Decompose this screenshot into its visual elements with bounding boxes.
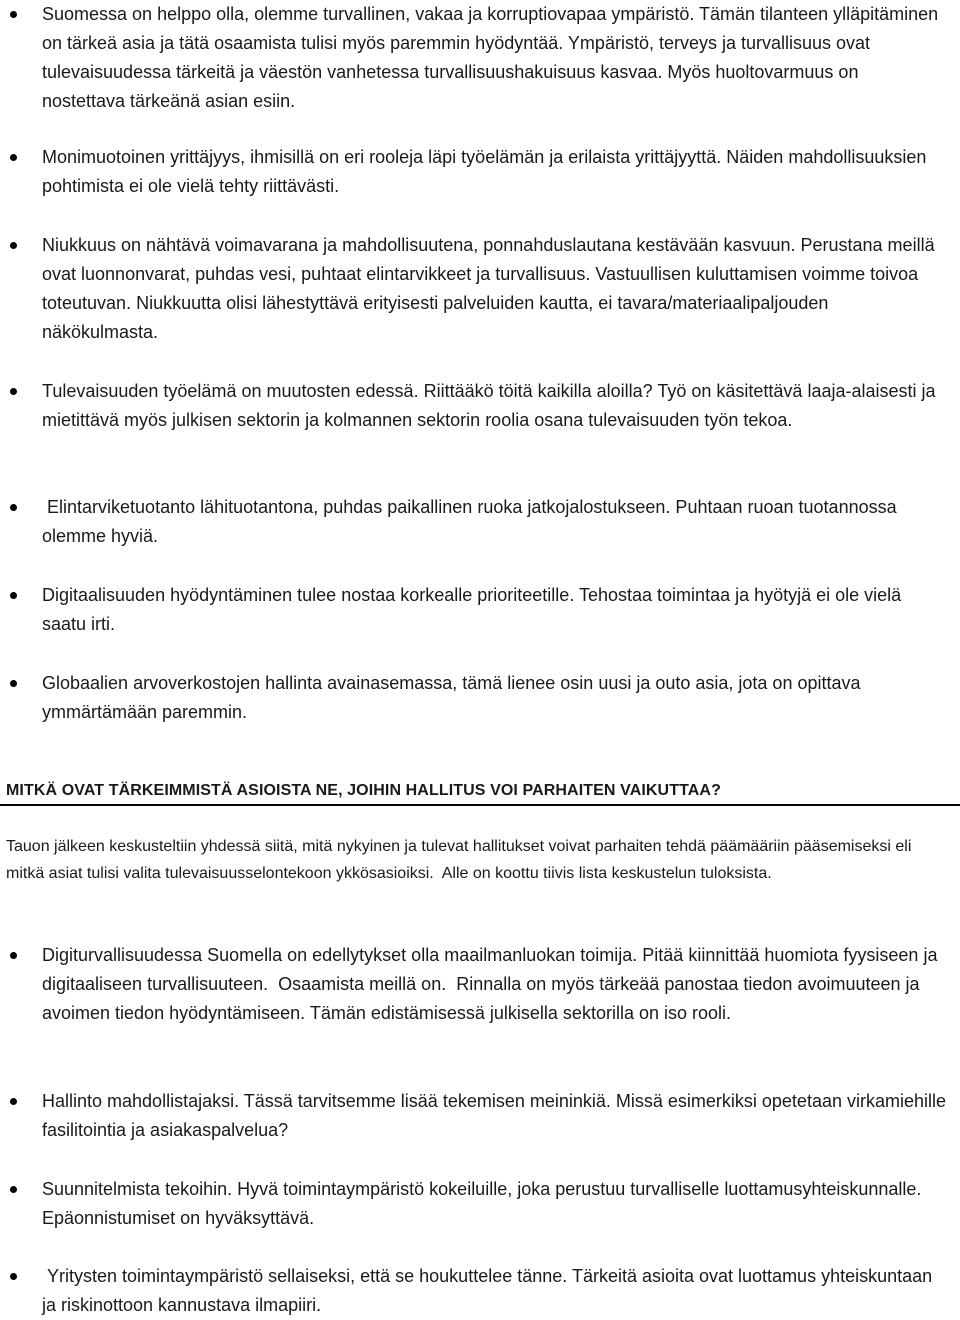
list-item <box>0 669 960 727</box>
bullet-dot-icon <box>10 680 17 687</box>
list-item <box>0 377 960 435</box>
bullet-dot-icon <box>10 242 17 249</box>
section-heading: MITKÄ OVAT TÄRKEIMMISTÄ ASIOISTA NE, JOIHIN HALLITUS VOI PARHAITEN VAIKUTTAA? <box>6 782 721 799</box>
list-item-text: Suomessa on helppo olla, olemme turvallinen, vakaa ja korruptiovapaa ympäristö. Tämän tilanteen ylläpitäminen on tärkeä asia ja tätä osaamista tulisi myös paremmin hyödyntää. Ympäristö, terveys ja turvallisuus ovat tulevaisuudessa tärkeitä ja väestön vanhetessa turvallisuushakuisuus kasvaa. Myös huoltovarmuus on nostettava tärkeänä asian esiin. <box>42 4 939 111</box>
bullet-dot-icon <box>10 1273 17 1280</box>
list-item-text: Monimuotoinen yrittäjyys, ihmisillä on eri rooleja läpi työelämän ja erilaista yrittäjyyttä. Näiden mahdollisuuksien pohtimista ei ole vielä tehty riittävästi. <box>42 147 927 196</box>
bullet-dot-icon <box>10 388 17 395</box>
list-item <box>0 1175 960 1233</box>
list-item <box>0 941 960 1028</box>
list-item-text: Hallinto mahdollistajaksi. Tässä tarvitsemme lisää tekemisen meininkiä. Missä esimerkiksi opetetaan virkamiehille fasilitointia ja asiakaspalvelua? <box>42 1091 947 1140</box>
list-item-text: Tulevaisuuden työelämä on muutosten edessä. Riittääkö töitä kaikilla aloilla? Työ on käsitettävä laaja-alaisesti ja mietittävä myös julkisen sektorin ja kolmannen sektorin roolia osana tulevaisuuden työn tekoa. <box>42 381 936 430</box>
list-item-text: Elintarviketuotanto lähituotantona, puhdas paikallinen ruoka jatkojalostukseen. Puhtaan ruoan tuotannossa olemme hyviä. <box>42 497 902 546</box>
list-item-text: Niukkuus on nähtävä voimavarana ja mahdollisuutena, ponnahduslautana kestävään kasvuun. Perustana meillä ovat luonnonvarat, puhdas vesi, puhtaat elintarvikkeet ja turvallisuus. Vastuullisen kuluttamisen voimme toivoa toteutuvan. Niukkuutta olisi lähestyttävä erityisesti palveluiden kautta, ei tavara/materiaalipaljouden näkökulmasta. <box>42 235 935 342</box>
list-item <box>0 1087 960 1145</box>
list-item-text: Suunnitelmista tekoihin. Hyvä toimintaympäristö kokeiluille, joka perustuu turvalliselle luottamusyhteiskunnalle. Epäonnistumiset on hyväksyttävä. <box>42 1179 922 1228</box>
list-item <box>0 143 960 201</box>
list-item <box>0 0 960 116</box>
list-item-text: Globaalien arvoverkostojen hallinta avainasemassa, tämä lienee osin uusi ja outo asia, jota on opittava ymmärtämään paremmin. <box>42 673 861 722</box>
heading-divider <box>0 804 960 806</box>
bullet-dot-icon <box>10 952 17 959</box>
list-item-text: Yritysten toimintaympäristö sellaiseksi, että se houkuttelee tänne. Tärkeitä asioita ovat luottamus yhteiskuntaan ja riskinottoon kannustava ilmapiiri. <box>42 1266 938 1315</box>
list-item <box>0 1262 960 1320</box>
bullet-dot-icon <box>10 1098 17 1105</box>
bullet-dot-icon <box>10 1186 17 1193</box>
list-item <box>0 231 960 347</box>
bullet-dot-icon <box>10 592 17 599</box>
bullet-dot-icon <box>10 154 17 161</box>
list-item-text: Digitaalisuuden hyödyntäminen tulee nostaa korkealle prioriteetille. Tehostaa toimintaa ja hyötyjä ei ole vielä saatu irti. <box>42 585 902 634</box>
list-item <box>0 493 960 551</box>
bullet-dot-icon <box>10 504 17 511</box>
list-item <box>0 581 960 639</box>
bullet-dot-icon <box>10 11 17 18</box>
list-item-text: Digiturvallisuudessa Suomella on edellytykset olla maailmanluokan toimija. Pitää kiinnittää huomiota fyysiseen ja digitaaliseen turvallisuuteen. Osaamista meillä on. Rinnalla on myös tärkeää panostaa tiedon avoimuuteen ja avoimen tiedon hyödyntämiseen. Tämän edistämisessä julkisella sektorilla on iso rooli. <box>42 945 943 1023</box>
intro-paragraph: Tauon jälkeen keskusteltiin yhdessä siitä, mitä nykyinen ja tulevat hallitukset voivat parhaiten tehdä päämääriin pääsemiseksi eli mitkä asiat tulisi valita tulevaisuusselontekoon ykkösasioiksi. Alle on koottu tiivis lista keskustelun tuloksista. <box>6 838 916 882</box>
